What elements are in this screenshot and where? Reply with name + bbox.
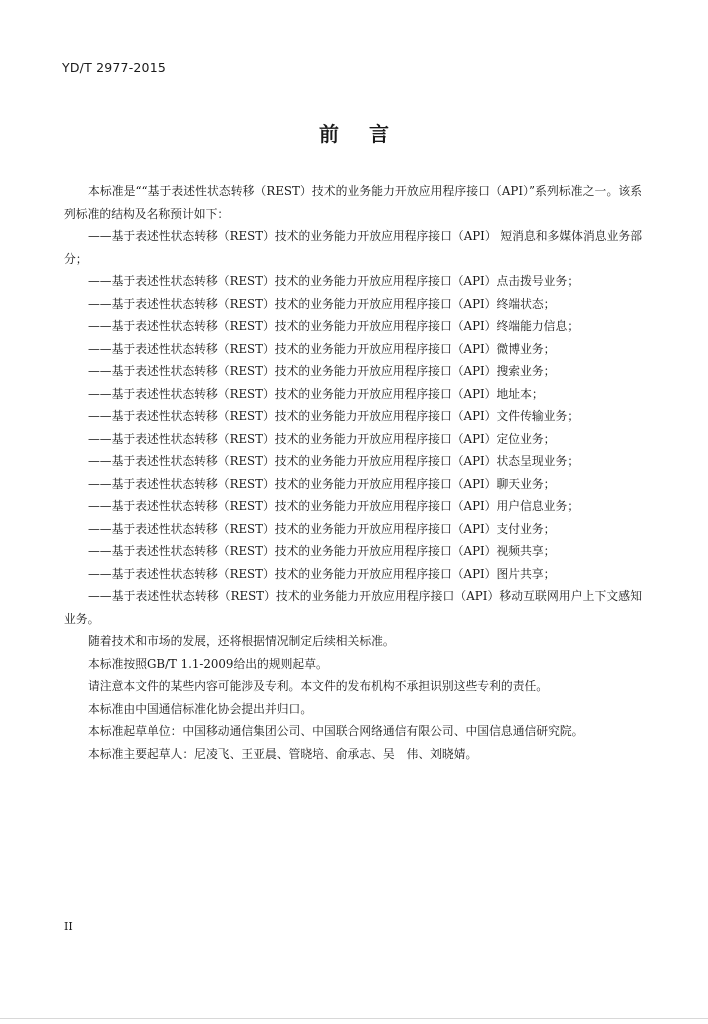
series-item-3: ——基于表述性状态转移（REST）技术的业务能力开放应用程序接口（API）终端状态； [88,296,556,311]
series-item-16: ——基于表述性状态转移（REST）技术的业务能力开放应用程序接口（API）移动互联网用户上下文感知业务。 [64,589,642,626]
series-item-13: ——基于表述性状态转移（REST）技术的业务能力开放应用程序接口（API）支付业务； [88,521,556,536]
series-item-10: ——基于表述性状态转移（REST）技术的业务能力开放应用程序接口（API）状态呈现业务； [88,454,580,468]
closing-paragraph-2: 本标准按照GB/T 1.1-2009给出的规则起草。 [88,656,328,671]
page-number: II [64,920,73,933]
page-title: 前言 [319,122,419,146]
scan-edge-line [0,1018,708,1019]
drafting-units: 本标准起草单位：中国移动通信集团公司、中国联合网络通信有限公司、中国信息通信研究院。 [88,724,584,738]
series-item-15: ——基于表述性状态转移（REST）技术的业务能力开放应用程序接口（API）图片共享； [88,566,556,581]
series-item-6: ——基于表述性状态转移（REST）技术的业务能力开放应用程序接口（API）搜索业务； [88,364,556,378]
document-code-header: YD/T 2977-2015 [62,60,167,75]
patent-notice: 请注意本文件的某些内容可能涉及专利。本文件的发布机构不承担识别这些专利的责任。 [88,679,549,693]
foreword-body [64,180,642,765]
series-item-2: ——基于表述性状态转移（REST）技术的业务能力开放应用程序接口（API）点击拨号业务； [88,274,580,288]
series-item-11: ——基于表述性状态转移（REST）技术的业务能力开放应用程序接口（API）聊天业务； [88,476,556,491]
series-item-14: ——基于表述性状态转移（REST）技术的业务能力开放应用程序接口（API）视频共享； [88,544,556,558]
intro-paragraph: 本标准是““基于表述性状态转移（REST）技术的业务能力开放应用程序接口（API）”系列标准之一。该系列标准的结构及名称预计如下： [64,184,642,221]
series-item-12: ——基于表述性状态转移（REST）技术的业务能力开放应用程序接口（API）用户信息业务； [88,499,580,513]
series-item-7: ——基于表述性状态转移（REST）技术的业务能力开放应用程序接口（API）地址本； [88,386,544,401]
series-item-9: ——基于表述性状态转移（REST）技术的业务能力开放应用程序接口（API）定位业务； [88,431,556,446]
series-item-4: ——基于表述性状态转移（REST）技术的业务能力开放应用程序接口（API）终端能力信息； [88,319,580,333]
series-item-8: ——基于表述性状态转移（REST）技术的业务能力开放应用程序接口（API）文件传输业务； [88,409,580,423]
drafters: 本标准主要起草人：尼凌飞、王亚晨、管晓培、俞承志、吴 伟、刘晓婧。 [88,746,478,761]
closing-paragraph-1: 随着技术和市场的发展，还将根据情况制定后续相关标准。 [88,634,395,648]
proposer-statement: 本标准由中国通信标准化协会提出并归口。 [88,701,313,716]
series-item-1: ——基于表述性状态转移（REST）技术的业务能力开放应用程序接口（API） 短消息和多媒体消息业务部分； [64,229,642,266]
series-item-5: ——基于表述性状态转移（REST）技术的业务能力开放应用程序接口（API）微博业务； [88,341,556,356]
